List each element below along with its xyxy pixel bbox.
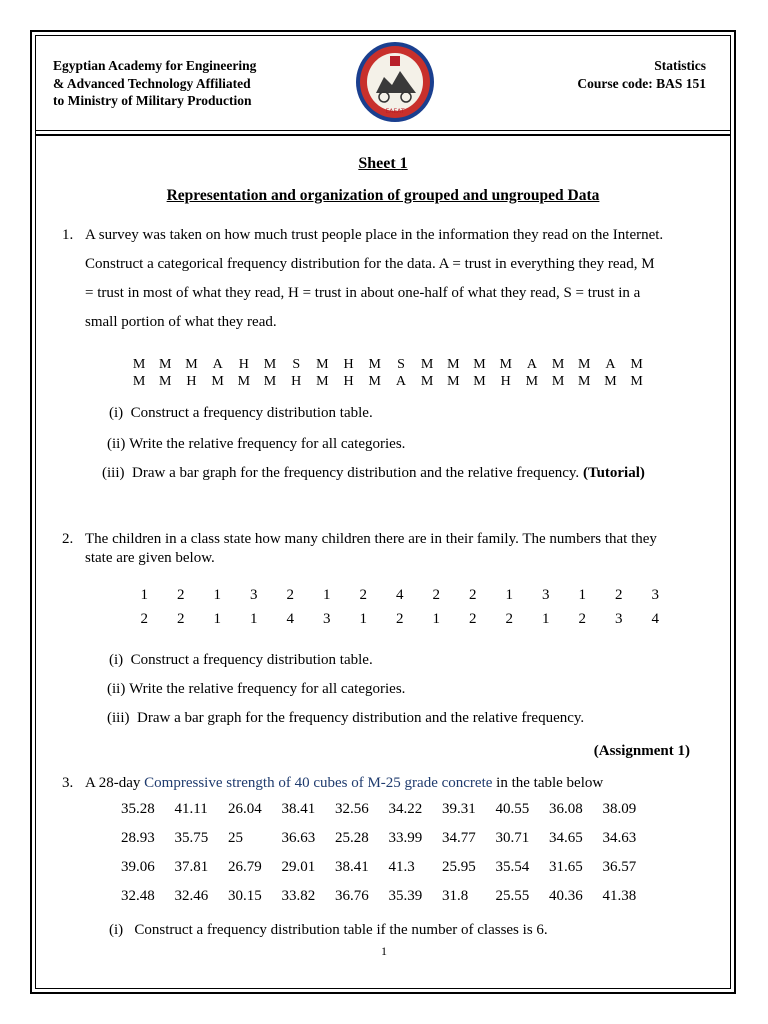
data-cell: M <box>473 374 486 389</box>
question-text-line: state are given below. <box>85 550 215 566</box>
data-cell: 4 <box>286 611 294 627</box>
institution-line: to Ministry of Military Production <box>53 93 252 108</box>
data-cell: 1 <box>432 611 440 627</box>
table-cell: 41.3 <box>388 859 415 875</box>
table-cell: 41.38 <box>602 888 637 904</box>
question-text-line: The children in a class state how many children there are in their family. The numbers that they <box>85 531 657 547</box>
task-label: (ii) <box>107 681 126 697</box>
data-cell: 4 <box>396 587 404 603</box>
data-cell: 1 <box>323 587 331 603</box>
table-cell: 36.08 <box>549 801 583 817</box>
data-cell: M <box>132 374 146 389</box>
data-cell: M <box>447 357 460 372</box>
logo-text: EAEAT <box>385 108 405 115</box>
table-cell: 25.95 <box>442 859 476 875</box>
table-cell: 35.39 <box>388 888 423 904</box>
data-cell: 1 <box>578 587 586 603</box>
data-cell: H <box>343 357 354 372</box>
question-number: 2. <box>62 531 74 547</box>
task-item <box>107 710 584 727</box>
data-cell: 2 <box>177 611 185 627</box>
data-cell: M <box>159 374 172 389</box>
table-cell: 34.22 <box>388 801 423 817</box>
data-cell: M <box>420 357 434 372</box>
task-text: Construct a frequency distribution table. <box>130 652 373 668</box>
data-cell: 2 <box>469 587 477 603</box>
data-cell: M <box>368 374 381 389</box>
task-item <box>107 681 405 698</box>
header-divider-thick <box>35 134 731 136</box>
institution-line: & Advanced Technology Affiliated <box>53 75 251 91</box>
data-cell: H <box>238 357 249 372</box>
data-cell: M <box>604 374 617 389</box>
data-cell: H <box>291 374 302 389</box>
data-cell: M <box>578 374 591 389</box>
table-cell: 38.41 <box>335 859 369 875</box>
table-cell: 33.82 <box>281 888 316 904</box>
task-tag: Tutorial <box>587 465 640 481</box>
data-cell: M <box>420 374 434 389</box>
table-cell: 35.28 <box>121 801 155 817</box>
task-item: (iii) Draw a bar graph for the frequency distribution and the relative frequency. (Tutorial) <box>102 465 645 481</box>
data-cell: M <box>237 374 251 389</box>
task-label: (iii) <box>107 710 130 726</box>
task-label: (i) <box>109 652 124 668</box>
table-row <box>121 824 656 853</box>
data-cell: M <box>368 357 381 372</box>
data-cell: M <box>316 357 329 372</box>
table-cell: 39.31 <box>442 801 476 817</box>
data-cell: 2 <box>177 587 185 603</box>
data-cell: 2 <box>505 611 513 627</box>
data-cell: 3 <box>323 611 331 627</box>
question-text-line: small portion of what they read. <box>85 314 277 330</box>
task-item <box>109 922 548 939</box>
data-cell: M <box>211 374 224 389</box>
data-table <box>121 795 656 911</box>
table-cell: 34.65 <box>549 830 583 846</box>
data-cell: M <box>316 374 329 389</box>
data-cell: M <box>630 374 643 389</box>
data-cell: M <box>630 357 643 372</box>
data-cell: M <box>447 374 460 389</box>
data-cell: M <box>159 357 172 372</box>
data-cell: 1 <box>359 611 367 627</box>
intro-highlight: Compressive strength of 40 cubes of M-25 grade concrete <box>144 775 493 791</box>
table-cell: 38.09 <box>602 801 637 817</box>
task-label: (ii) <box>107 436 126 452</box>
table-cell: 34.63 <box>602 830 637 846</box>
subject-name: Statistics <box>654 58 706 73</box>
data-cell: 3 <box>250 587 258 603</box>
table-cell: 40.55 <box>495 801 530 817</box>
data-cell: 1 <box>140 587 148 603</box>
table-cell: 35.75 <box>174 830 209 846</box>
data-cell: 1 <box>505 587 513 603</box>
course-info <box>577 57 706 92</box>
data-row <box>126 611 674 628</box>
data-row <box>126 374 650 390</box>
data-row <box>126 357 650 373</box>
academy-logo <box>354 41 436 123</box>
question-text-line: = trust in most of what they read, H = trust in about one-half of what they read, S = trust in a <box>85 285 641 301</box>
data-cell: 1 <box>213 611 221 627</box>
intro-text: A 28-day <box>85 775 145 791</box>
table-cell: 28.93 <box>121 830 155 846</box>
data-cell: M <box>185 357 198 372</box>
task-item <box>109 652 373 669</box>
table-cell: 37.81 <box>174 859 209 875</box>
page-number: 1 <box>381 944 387 958</box>
table-row <box>121 882 656 911</box>
data-cell: M <box>578 357 591 372</box>
table-cell: 32.46 <box>174 888 209 904</box>
task-item <box>107 436 405 453</box>
question-number: 1. <box>62 227 74 243</box>
data-cell: S <box>292 357 301 372</box>
table-cell: 38.41 <box>281 801 316 817</box>
table-cell: 25 <box>228 830 243 846</box>
table-cell: 29.01 <box>281 859 316 875</box>
data-cell: M <box>473 357 486 372</box>
data-cell: M <box>551 357 565 372</box>
data-cell: 2 <box>432 587 440 603</box>
table-cell: 40.36 <box>549 888 583 904</box>
task-text: Construct a frequency distribution table. <box>130 405 373 421</box>
table-cell: 32.56 <box>335 801 369 817</box>
data-cell: 3 <box>615 611 623 627</box>
data-cell: S <box>397 357 405 372</box>
table-cell: 25.28 <box>335 830 369 846</box>
data-cell: H <box>343 374 354 389</box>
institution-name <box>53 57 256 110</box>
task-text: Write the relative frequency for all categories. <box>129 681 406 697</box>
data-cell: M <box>263 374 277 389</box>
intro-text: in the table below <box>492 775 604 791</box>
task-text: Write the relative frequency for all categories. <box>129 436 406 452</box>
table-cell: 36.63 <box>281 830 316 846</box>
data-cell: 3 <box>542 587 550 603</box>
table-cell: 31.8 <box>442 888 469 904</box>
table-row <box>121 795 656 824</box>
task-label: (iii) <box>102 465 125 481</box>
task-item <box>109 405 373 422</box>
data-cell: 2 <box>578 611 586 627</box>
table-cell: 30.15 <box>228 888 262 904</box>
data-row <box>126 587 674 604</box>
question-text-line: A survey was taken on how much trust people place in the information they read on the Internet. <box>85 227 664 243</box>
table-cell: 26.79 <box>228 859 262 875</box>
data-cell: 2 <box>615 587 623 603</box>
data-cell: A <box>395 374 407 389</box>
data-cell: 2 <box>286 587 294 603</box>
data-cell: M <box>499 357 512 372</box>
data-cell: 2 <box>359 587 367 603</box>
table-cell: 36.76 <box>335 888 369 904</box>
table-cell: 36.57 <box>602 859 637 875</box>
question-text-line: Construct a categorical frequency distribution for the data. A = trust in everything they read, M <box>85 256 655 272</box>
data-cell: 2 <box>396 611 404 627</box>
data-cell: A <box>212 357 223 372</box>
data-cell: A <box>605 357 616 372</box>
task-text: Draw a bar graph for the frequency distribution and the relative frequency. <box>137 710 585 726</box>
table-cell: 25.55 <box>495 888 530 904</box>
data-cell: M <box>551 374 565 389</box>
institution-line: Egyptian Academy for Engineering <box>53 58 257 73</box>
data-cell: 1 <box>213 587 221 603</box>
table-cell: 32.48 <box>121 888 155 904</box>
table-cell: 30.71 <box>495 830 530 846</box>
data-cell: M <box>525 374 539 389</box>
data-cell: 2 <box>469 611 477 627</box>
table-cell: 26.04 <box>228 801 262 817</box>
table-cell: 33.99 <box>388 830 423 846</box>
course-code: Course code: BAS 151 <box>577 75 706 91</box>
data-cell: H <box>186 374 197 389</box>
task-label: (i) <box>109 405 124 421</box>
data-cell: 2 <box>140 611 148 627</box>
task-text: Construct a frequency distribution table if the number of classes is 6. <box>134 922 548 938</box>
question-number: 3. <box>62 775 74 791</box>
table-row <box>121 853 656 882</box>
data-cell: M <box>263 357 277 372</box>
sheet-title: Sheet 1 <box>358 155 408 172</box>
data-cell: 4 <box>651 611 659 627</box>
table-cell: 39.06 <box>121 859 155 875</box>
assignment-label: (Assignment 1) <box>593 743 690 759</box>
table-cell: 35.54 <box>495 859 530 875</box>
data-cell: H <box>500 374 511 389</box>
data-cell: A <box>526 357 537 372</box>
table-cell: 34.77 <box>442 830 476 846</box>
table-cell: 41.11 <box>174 801 208 817</box>
data-cell: 1 <box>250 611 258 627</box>
data-cell: 3 <box>651 587 659 603</box>
table-cell: 31.65 <box>549 859 583 875</box>
data-cell: M <box>132 357 146 372</box>
task-label: (i) <box>109 922 124 938</box>
sheet-subtitle: Representation and organization of grouped and ungrouped Data <box>166 187 600 204</box>
question-text-line <box>85 775 603 792</box>
data-cell: 1 <box>542 611 550 627</box>
task-text: Draw a bar graph for the frequency distribution and the relative frequency. <box>132 465 580 481</box>
header-divider <box>35 130 731 131</box>
